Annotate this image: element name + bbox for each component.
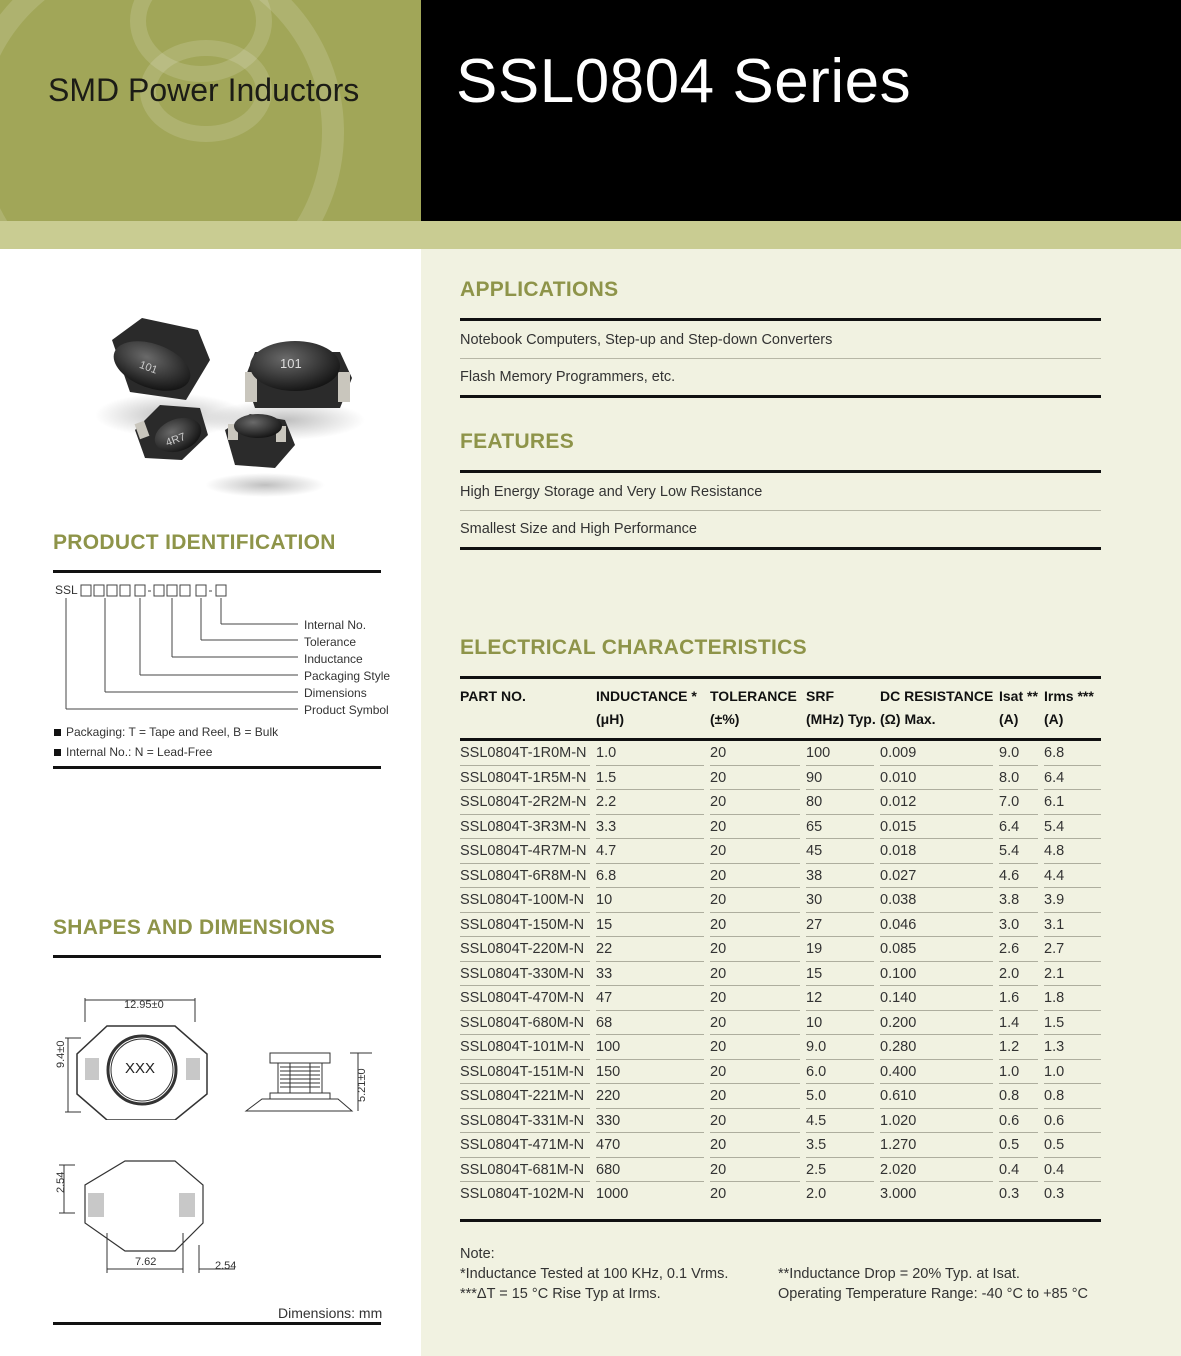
column-header-dc-resistance: DC RESISTANCE (Ω) Max. bbox=[880, 681, 999, 740]
column-header-part-no: PART NO. bbox=[460, 681, 596, 740]
legend-internal-no: Internal No.: N = Lead-Free bbox=[66, 745, 213, 759]
cell-srf: 9.0 bbox=[806, 1035, 880, 1060]
cell-irms: 3.1 bbox=[1044, 913, 1101, 938]
cell-part-no: SSL0804T-681M-N bbox=[460, 1158, 596, 1183]
cell-isat: 1.6 bbox=[999, 986, 1044, 1011]
cell-part-no: SSL0804T-220M-N bbox=[460, 937, 596, 962]
cell-irms: 0.3 bbox=[1044, 1186, 1065, 1202]
cell-tolerance: 20 bbox=[710, 790, 806, 815]
table-row bbox=[460, 1133, 1101, 1158]
table-row bbox=[460, 1158, 1101, 1183]
table-row bbox=[460, 740, 1101, 766]
dim-height-label: 9.4±0 bbox=[55, 1040, 67, 1068]
cell-inductance: 22 bbox=[596, 937, 710, 962]
inductor-photo-2 bbox=[245, 341, 352, 408]
table-row bbox=[460, 1060, 1101, 1085]
divider bbox=[460, 395, 1101, 398]
label-packaging-style: Packaging Style bbox=[304, 669, 391, 683]
cell-inductance: 150 bbox=[596, 1060, 710, 1085]
label-internal-no: Internal No. bbox=[304, 618, 367, 632]
table-row bbox=[460, 790, 1101, 815]
label-tolerance: Tolerance bbox=[304, 635, 357, 649]
cell-srf: 5.0 bbox=[806, 1084, 880, 1109]
electrical-heading: ELECTRICAL CHARACTERISTICS bbox=[460, 636, 807, 659]
table-row bbox=[460, 1035, 1101, 1060]
cell-isat: 0.8 bbox=[999, 1084, 1044, 1109]
cell-tolerance: 20 bbox=[710, 962, 806, 987]
cell-part-no: SSL0804T-102M-N bbox=[460, 1186, 585, 1202]
cell-isat: 4.6 bbox=[999, 864, 1044, 889]
cell-srf: 3.5 bbox=[806, 1133, 880, 1158]
cell-part-no: SSL0804T-101M-N bbox=[460, 1035, 596, 1060]
cell-inductance: 330 bbox=[596, 1109, 710, 1134]
cell-part-no: SSL0804T-6R8M-N bbox=[460, 864, 596, 889]
divider bbox=[460, 1219, 1101, 1222]
table-row bbox=[460, 937, 1101, 962]
cell-inductance: 680 bbox=[596, 1158, 710, 1183]
cell-srf: 45 bbox=[806, 839, 880, 864]
cell-dc-resistance: 1.270 bbox=[880, 1133, 999, 1158]
cell-dc-resistance: 0.100 bbox=[880, 962, 999, 987]
label-product-symbol: Product Symbol bbox=[304, 703, 389, 717]
shapes-dimensions-heading: SHAPES AND DIMENSIONS bbox=[53, 916, 336, 939]
cell-tolerance: 20 bbox=[710, 1109, 806, 1134]
cell-part-no: SSL0804T-2R2M-N bbox=[460, 790, 596, 815]
features-heading: FEATURES bbox=[460, 430, 575, 453]
cell-tolerance: 20 bbox=[710, 1186, 727, 1202]
divider bbox=[460, 470, 1101, 473]
cell-irms: 2.1 bbox=[1044, 962, 1101, 987]
cell-dc-resistance: 0.018 bbox=[880, 839, 999, 864]
table-row bbox=[460, 766, 1101, 791]
cell-part-no: SSL0804T-221M-N bbox=[460, 1084, 596, 1109]
cell-dc-resistance: 1.020 bbox=[880, 1109, 999, 1134]
cell-tolerance: 20 bbox=[710, 1011, 806, 1036]
cell-dc-resistance: 0.038 bbox=[880, 888, 999, 913]
cell-isat: 1.2 bbox=[999, 1035, 1044, 1060]
cell-inductance: 6.8 bbox=[596, 864, 710, 889]
cell-irms: 0.5 bbox=[1044, 1133, 1101, 1158]
legend-packaging: Packaging: T = Tape and Reel, B = Bulk bbox=[66, 725, 279, 739]
cell-tolerance: 20 bbox=[710, 1084, 806, 1109]
divider bbox=[460, 547, 1101, 550]
cell-irms: 1.0 bbox=[1044, 1060, 1101, 1085]
cell-dc-resistance: 3.000 bbox=[880, 1186, 917, 1202]
cell-dc-resistance: 0.610 bbox=[880, 1084, 999, 1109]
cell-tolerance: 20 bbox=[710, 888, 806, 913]
table-row bbox=[460, 888, 1101, 913]
cell-irms: 1.8 bbox=[1044, 986, 1101, 1011]
product-identification-heading: PRODUCT IDENTIFICATION bbox=[53, 531, 336, 554]
cell-srf: 2.5 bbox=[806, 1158, 880, 1183]
table-row bbox=[460, 1109, 1101, 1134]
cell-part-no: SSL0804T-680M-N bbox=[460, 1011, 596, 1036]
table-row bbox=[460, 815, 1101, 840]
cell-part-no: SSL0804T-3R3M-N bbox=[460, 815, 596, 840]
cell-inductance: 470 bbox=[596, 1133, 710, 1158]
cell-part-no: SSL0804T-331M-N bbox=[460, 1109, 596, 1134]
table-row bbox=[460, 1182, 1101, 1207]
label-dimensions: Dimensions bbox=[304, 686, 367, 700]
cell-part-no: SSL0804T-471M-N bbox=[460, 1133, 596, 1158]
table-header-row bbox=[460, 681, 1101, 740]
chip-mark: 4R7 bbox=[164, 431, 188, 450]
cell-inductance: 4.7 bbox=[596, 839, 710, 864]
table-row bbox=[460, 1011, 1101, 1036]
cell-irms: 6.1 bbox=[1044, 790, 1101, 815]
cell-inductance: 2.2 bbox=[596, 790, 710, 815]
cell-inductance: 3.3 bbox=[596, 815, 710, 840]
cell-tolerance: 20 bbox=[710, 740, 806, 766]
table-row bbox=[460, 986, 1101, 1011]
cell-irms: 6.4 bbox=[1044, 766, 1101, 791]
column-header-tolerance: TOLERANCE (±%) bbox=[710, 681, 806, 740]
cell-tolerance: 20 bbox=[710, 1158, 806, 1183]
dim-width-label: 12.95±0 bbox=[124, 999, 164, 1011]
cell-isat: 2.6 bbox=[999, 937, 1044, 962]
column-header-isat: Isat ** (A) bbox=[999, 681, 1044, 740]
cell-srf: 19 bbox=[806, 937, 880, 962]
divider bbox=[53, 1322, 381, 1325]
cell-dc-resistance: 0.085 bbox=[880, 937, 999, 962]
cell-isat: 1.0 bbox=[999, 1060, 1044, 1085]
table-row bbox=[460, 839, 1101, 864]
cell-irms: 0.4 bbox=[1044, 1158, 1101, 1183]
inductor-photo-4 bbox=[225, 414, 295, 468]
cell-irms: 4.8 bbox=[1044, 839, 1101, 864]
cell-srf: 10 bbox=[806, 1011, 880, 1036]
cell-isat: 0.5 bbox=[999, 1133, 1044, 1158]
electrical-characteristics-table bbox=[460, 681, 1101, 1207]
chip-mark: 101 bbox=[280, 356, 302, 371]
product-photo bbox=[90, 300, 390, 500]
cell-irms: 2.7 bbox=[1044, 937, 1101, 962]
cell-part-no: SSL0804T-100M-N bbox=[460, 888, 596, 913]
cell-irms: 5.4 bbox=[1044, 815, 1101, 840]
cell-inductance: 100 bbox=[596, 1035, 710, 1060]
cell-isat: 1.4 bbox=[999, 1011, 1044, 1036]
divider bbox=[460, 318, 1101, 321]
cell-srf: 65 bbox=[806, 815, 880, 840]
column-header-irms: Irms *** (A) bbox=[1044, 681, 1101, 740]
cell-irms: 1.5 bbox=[1044, 1011, 1101, 1036]
cell-part-no: SSL0804T-330M-N bbox=[460, 962, 596, 987]
divider bbox=[53, 955, 381, 958]
cell-srf: 4.5 bbox=[806, 1109, 880, 1134]
cell-isat: 3.0 bbox=[999, 913, 1044, 938]
cell-irms: 3.9 bbox=[1044, 888, 1101, 913]
cell-tolerance: 20 bbox=[710, 766, 806, 791]
cell-irms: 0.8 bbox=[1044, 1084, 1101, 1109]
cell-tolerance: 20 bbox=[710, 937, 806, 962]
cell-part-no: SSL0804T-470M-N bbox=[460, 986, 596, 1011]
cell-dc-resistance: 0.140 bbox=[880, 986, 999, 1011]
dim-pad-label: 2.54 bbox=[215, 1260, 237, 1272]
cell-dc-resistance: 0.010 bbox=[880, 766, 999, 791]
bullet-square bbox=[54, 729, 61, 736]
cell-dc-resistance: 0.280 bbox=[880, 1035, 999, 1060]
cell-srf: 100 bbox=[806, 740, 880, 766]
label-inductance: Inductance bbox=[304, 652, 363, 666]
cell-isat: 8.0 bbox=[999, 766, 1044, 791]
cell-isat: 0.6 bbox=[999, 1109, 1044, 1134]
cell-part-no: SSL0804T-4R7M-N bbox=[460, 839, 596, 864]
cell-isat: 9.0 bbox=[999, 740, 1044, 766]
top-marking-text: XXX bbox=[125, 1060, 156, 1077]
cell-dc-resistance: 0.400 bbox=[880, 1060, 999, 1085]
cell-srf: 90 bbox=[806, 766, 880, 791]
cell-isat: 0.3 bbox=[999, 1186, 1020, 1202]
cell-inductance: 1.5 bbox=[596, 766, 710, 791]
application-item: Notebook Computers, Step-up and Step-down Converters bbox=[460, 332, 833, 348]
cell-tolerance: 20 bbox=[710, 1133, 806, 1158]
cell-dc-resistance: 0.012 bbox=[880, 790, 999, 815]
applications-heading: APPLICATIONS bbox=[460, 278, 619, 301]
note-operating-temperature: Operating Temperature Range: -40 °C to +85 °C bbox=[778, 1286, 1088, 1302]
cell-srf: 80 bbox=[806, 790, 880, 815]
cell-dc-resistance: 0.200 bbox=[880, 1011, 999, 1036]
note-inductance-test: *Inductance Tested at 100 KHz, 0.1 Vrms. bbox=[460, 1266, 729, 1282]
cell-inductance: 1.0 bbox=[596, 740, 710, 766]
cell-inductance: 33 bbox=[596, 962, 710, 987]
column-header-inductance: INDUCTANCE * (μH) bbox=[596, 681, 710, 740]
cell-inductance: 15 bbox=[596, 913, 710, 938]
cell-isat: 0.4 bbox=[999, 1158, 1044, 1183]
cell-inductance: 1000 bbox=[596, 1186, 629, 1202]
cell-isat: 6.4 bbox=[999, 815, 1044, 840]
cell-srf: 38 bbox=[806, 864, 880, 889]
divider bbox=[460, 510, 1101, 511]
cell-tolerance: 20 bbox=[710, 913, 806, 938]
note-inductance-drop: **Inductance Drop = 20% Typ. at Isat. bbox=[778, 1266, 1020, 1282]
cell-inductance: 68 bbox=[596, 1011, 710, 1036]
cell-tolerance: 20 bbox=[710, 1035, 806, 1060]
note-temperature-rise: ***ΔT = 15 °C Rise Typ at Irms. bbox=[460, 1286, 661, 1302]
cell-isat: 7.0 bbox=[999, 790, 1044, 815]
cell-part-no: SSL0804T-1R0M-N bbox=[460, 740, 596, 766]
cell-dc-resistance: 0.009 bbox=[880, 740, 999, 766]
divider bbox=[53, 570, 381, 573]
cell-irms: 1.3 bbox=[1044, 1035, 1101, 1060]
divider bbox=[460, 676, 1101, 679]
series-title: SSL0804 Series bbox=[456, 47, 912, 116]
category-title: SMD Power Inductors bbox=[48, 72, 360, 108]
column-header-srf: SRF (MHz) Typ. bbox=[806, 681, 880, 740]
table-row bbox=[460, 864, 1101, 889]
cell-irms: 6.8 bbox=[1044, 740, 1101, 766]
cell-irms: 4.4 bbox=[1044, 864, 1101, 889]
dimensions-unit-note: Dimensions: mm bbox=[278, 1305, 383, 1321]
cell-srf: 6.0 bbox=[806, 1060, 880, 1085]
cell-srf: 30 bbox=[806, 888, 880, 913]
table-row bbox=[460, 913, 1101, 938]
cell-part-no: SSL0804T-151M-N bbox=[460, 1060, 596, 1085]
dim-pad-top-label: 2.54 bbox=[55, 1171, 67, 1193]
cell-srf: 2.0 bbox=[806, 1186, 827, 1202]
cell-inductance: 220 bbox=[596, 1084, 710, 1109]
bullet-square bbox=[54, 749, 61, 756]
notes-title: Note: bbox=[460, 1246, 495, 1262]
cell-irms: 0.6 bbox=[1044, 1109, 1101, 1134]
cell-inductance: 10 bbox=[596, 888, 710, 913]
cell-tolerance: 20 bbox=[710, 864, 806, 889]
cell-dc-resistance: 0.027 bbox=[880, 864, 999, 889]
divider bbox=[460, 358, 1101, 359]
cell-dc-resistance: 0.015 bbox=[880, 815, 999, 840]
cell-part-no: SSL0804T-150M-N bbox=[460, 913, 596, 938]
dim-thickness-label: 5.21±0 bbox=[356, 1068, 368, 1102]
cell-isat: 5.4 bbox=[999, 839, 1044, 864]
cell-tolerance: 20 bbox=[710, 986, 806, 1011]
cell-tolerance: 20 bbox=[710, 815, 806, 840]
cell-dc-resistance: 0.046 bbox=[880, 913, 999, 938]
cell-tolerance: 20 bbox=[710, 839, 806, 864]
cell-part-no: SSL0804T-1R5M-N bbox=[460, 766, 596, 791]
divider bbox=[53, 766, 381, 769]
chip-mark: 101 bbox=[137, 359, 160, 377]
cell-srf: 15 bbox=[806, 962, 880, 987]
header-category-panel bbox=[0, 0, 421, 221]
application-item: Flash Memory Programmers, etc. bbox=[460, 369, 676, 385]
dim-pad-gap-label: 7.62 bbox=[135, 1256, 157, 1268]
table-row bbox=[460, 962, 1101, 987]
cell-inductance: 47 bbox=[596, 986, 710, 1011]
table-row bbox=[460, 1084, 1101, 1109]
cell-srf: 12 bbox=[806, 986, 880, 1011]
cell-isat: 3.8 bbox=[999, 888, 1044, 913]
cell-tolerance: 20 bbox=[710, 1060, 806, 1085]
cell-isat: 2.0 bbox=[999, 962, 1044, 987]
feature-item: Smallest Size and High Performance bbox=[460, 521, 697, 537]
cell-srf: 27 bbox=[806, 913, 880, 938]
inductor-photo-1 bbox=[107, 318, 210, 400]
cell-dc-resistance: 2.020 bbox=[880, 1158, 999, 1183]
feature-item: High Energy Storage and Very Low Resistance bbox=[460, 484, 763, 500]
header-band bbox=[0, 221, 1181, 249]
part-code-prefix: SSL bbox=[55, 583, 78, 597]
